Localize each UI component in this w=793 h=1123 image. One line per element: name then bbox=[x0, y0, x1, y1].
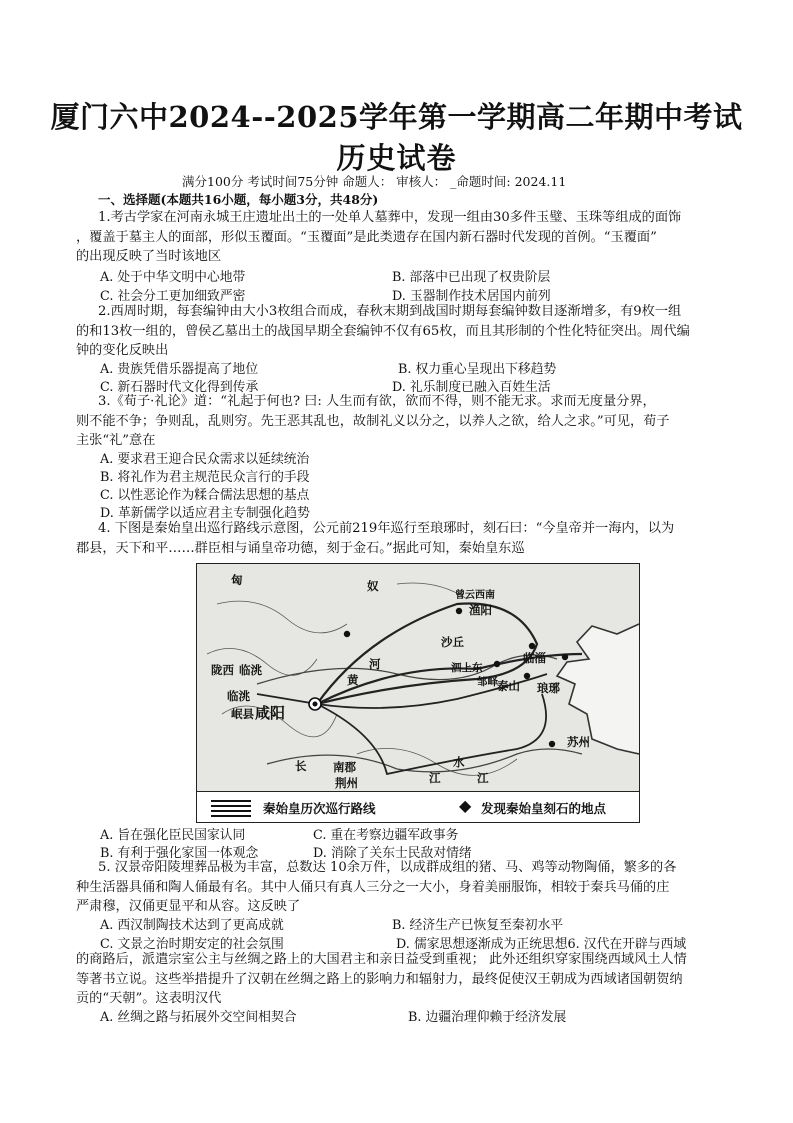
exam-subtitle: 历史试卷 bbox=[336, 141, 457, 175]
question-3 bbox=[76, 392, 720, 451]
map-label: 河 bbox=[369, 657, 381, 671]
q5-option-c[interactable]: C. 文景之治时期安定的社会氛围 bbox=[100, 937, 284, 952]
q6-line: 等著书立说。这些举措提升了汉朝在丝绸之路上的影响力和辐射力，最终促使汉王朝成为西域诸国朝贺纳 bbox=[76, 971, 683, 987]
q3-option-c[interactable]: C. 以性恶论作为糅合儒法思想的基点 bbox=[100, 488, 310, 503]
qin-tour-map bbox=[196, 563, 640, 823]
q2-option-a[interactable]: A. 贵族凭借乐器提高了地位 bbox=[100, 362, 259, 377]
map-label: 邹峄 bbox=[477, 676, 498, 688]
q2-line: 2.西周时期，每套编钟由大小3枚组合而成，春秋末期到战国时期每套编钟数目逐渐增多，有9枚一组 bbox=[98, 304, 682, 319]
map-label: 临洮 bbox=[239, 663, 262, 677]
q5-line: 严肃穆，汉俑更显平和从容。这反映了 bbox=[76, 899, 301, 914]
q2-option-d[interactable]: D. 礼乐制度已融入百姓生活 bbox=[392, 380, 551, 395]
map-label: 咸阳 bbox=[255, 704, 286, 722]
map-label: 渔阳 bbox=[469, 603, 492, 617]
q5-line: 5. 汉景帝阳陵埋葬品极为丰富，总数达 10余万件，以成群成组的猪、马、鸡等动物陶俑，繁多的各 bbox=[98, 860, 677, 875]
q3-option-d[interactable]: D. 革新儒学以适应君主专制强化趋势 bbox=[100, 506, 310, 521]
question-4 bbox=[76, 519, 720, 558]
q3-line: 则不能不争；争则乱，乱则穷。先王恶其乱也，故制礼义以分之，以养人之欲，给人之求。”可见，荀子 bbox=[76, 413, 670, 429]
question-1 bbox=[76, 208, 720, 267]
q3-option-a[interactable]: A. 要求君王迎合民众需求以延续统治 bbox=[100, 452, 310, 467]
map-label: 陇西 bbox=[211, 663, 234, 677]
q4-line: 郡县，天下和平……群臣相与诵皇帝功德，刻于金石。”据此可知，秦始皇东巡 bbox=[76, 540, 525, 556]
q2-line: 钟的变化反映出 bbox=[76, 343, 169, 358]
map-label: 江 bbox=[477, 771, 489, 785]
legend-stone-label: 发现秦始皇刻石的地点 bbox=[481, 801, 607, 816]
q1-option-b[interactable]: B. 部落中已出现了权贵阶层 bbox=[392, 270, 551, 285]
question-5 bbox=[76, 858, 720, 917]
q1-line: ，覆盖于墓主人的面部，形似玉覆面。“玉覆面”是此类遗存在国内新石器时代发现的首例。“玉覆面” bbox=[76, 229, 657, 245]
map-label: 苏州 bbox=[567, 735, 590, 749]
map-label: 水 bbox=[453, 755, 465, 769]
question-6 bbox=[76, 950, 720, 1009]
map-legend bbox=[197, 791, 639, 823]
q2-option-b[interactable]: B. 权力重心呈现出下移趋势 bbox=[398, 362, 557, 377]
map-label: 奴 bbox=[367, 579, 379, 593]
q4-line: 4. 下图是秦始皇出巡行路线示意图，公元前219年巡行至琅琊时，刻石曰：“今皇帝并一海内，以为 bbox=[98, 521, 675, 536]
q2-line: 的和13枚一组的，曾侯乙墓出土的战国早期全套编钟不仅有65枚，而且其形制的个性化特征突出。周代编 bbox=[76, 323, 690, 339]
route-legend-icon bbox=[211, 798, 251, 818]
q1-line: 的出现反映了当时该地区 bbox=[76, 249, 222, 264]
map-label: 荆州 bbox=[335, 776, 358, 790]
q5-option-b[interactable]: B. 经济生产已恢复至秦初水平 bbox=[392, 918, 564, 933]
map-drawing bbox=[197, 564, 639, 792]
map-label: 江 bbox=[429, 771, 441, 785]
q4-option-c[interactable]: C. 重在考察边疆军政事务 bbox=[313, 828, 459, 843]
map-label: 黄 bbox=[347, 673, 359, 687]
map-label: 长 bbox=[295, 759, 307, 773]
map-label: 匈 bbox=[231, 573, 243, 587]
q6-option-b[interactable]: B. 边疆治理仰赖于经济发展 bbox=[408, 1010, 567, 1025]
question-2 bbox=[76, 302, 720, 361]
legend-route-label: 秦始皇历次巡行路线 bbox=[263, 801, 376, 816]
q1-line: 1.考古学家在河南永城王庄遗址出土的一处单人墓葬中，发现一组由30多件玉璧、玉珠等组成的面饰 bbox=[98, 210, 682, 225]
q2-option-c[interactable]: C. 新石器时代文化得到传承 bbox=[100, 380, 259, 395]
map-label: 泰山 bbox=[497, 679, 520, 693]
q4-option-d[interactable]: D. 消除了关东士民敌对情绪 bbox=[313, 846, 472, 861]
exam-title: 厦门六中2024--2025学年第一学期高二年期中考试 bbox=[50, 100, 743, 134]
q1-option-a[interactable]: A. 处于中华文明中心地带 bbox=[100, 270, 246, 285]
map-label: 南郡 bbox=[333, 760, 356, 774]
q5-line: 种生活器具俑和陶人俑最有名。其中人俑只有真人三分之一大小，身着美丽服饰，相较于秦兵马俑的庄 bbox=[76, 879, 670, 895]
q4-option-a[interactable]: A. 旨在强化臣民国家认同 bbox=[100, 828, 246, 843]
q3-line: 3.《荀子·礼论》道：“礼起于何也? 曰: 人生而有欲，欲而不得，则不能无求。求而无度量分界， bbox=[98, 394, 656, 409]
map-label: 琅琊 bbox=[537, 681, 560, 695]
stone-dot-icon: ◆ bbox=[459, 796, 472, 815]
map-label: 泗上东 bbox=[451, 662, 483, 674]
map-label: 岷县 bbox=[231, 707, 254, 721]
q6-line: 贡的“天朝”。这表明汉代 bbox=[76, 991, 222, 1006]
map-label: 临淄 bbox=[523, 651, 546, 665]
q5-option-d[interactable]: D. 儒家思想逐渐成为正统思想6. 汉代在开辟与西域 bbox=[396, 937, 687, 952]
q6-option-a[interactable]: A. 丝绸之路与拓展外交空间相契合 bbox=[100, 1010, 297, 1025]
q6-line: 的商路后，派遣宗室公主与丝绸之路上的大国君主和亲日益受到重视； 此外还组织穿家围绕西域风土人情 bbox=[76, 952, 687, 967]
exam-meta: 满分100分 考试时间75分钟 命题人： 审核人： _命题时间: 2024.11 bbox=[182, 174, 567, 189]
q3-option-b[interactable]: B. 将礼作为君主规范民众言行的手段 bbox=[100, 470, 310, 485]
section-heading: 一、选择题(本题共16小题，每小题3分，共48分) bbox=[98, 192, 379, 207]
q3-line: 主张“礼”意在 bbox=[76, 433, 156, 448]
q1-option-d[interactable]: D. 玉器制作技术居国内前列 bbox=[392, 289, 551, 304]
q5-option-a[interactable]: A. 西汉制陶技术达到了更高成就 bbox=[100, 918, 284, 933]
map-label: 曾云西南 bbox=[455, 590, 495, 601]
q1-option-c[interactable]: C. 社会分工更加细致严密 bbox=[100, 289, 246, 304]
q4-option-b[interactable]: B. 有利于强化家国一体观念 bbox=[100, 846, 259, 861]
map-label: 临洮 bbox=[227, 689, 250, 703]
map-label: 沙丘 bbox=[441, 635, 464, 649]
